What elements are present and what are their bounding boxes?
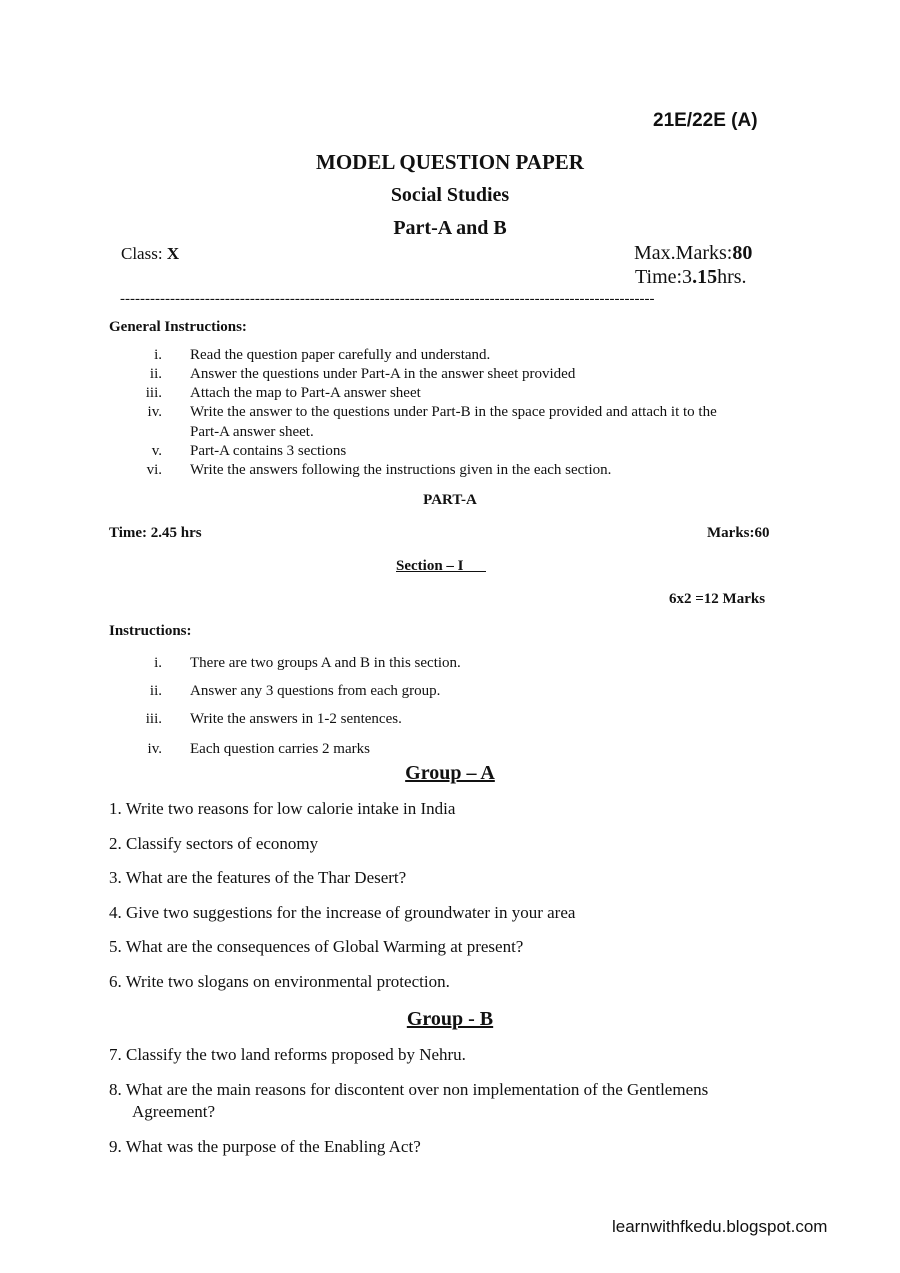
question-item: 4. Give two suggestions for the increase of groundwater in your area <box>109 903 576 922</box>
instructions-heading: Instructions: <box>109 623 192 639</box>
paper-code: 21E/22E (A) <box>653 110 758 131</box>
max-marks-value: 80 <box>732 242 753 264</box>
list-item: There are two groups A and B in this section. <box>190 655 461 671</box>
list-item: Attach the map to Part-A answer sheet <box>190 385 421 401</box>
list-item-number: ii. <box>149 683 162 699</box>
separator-line: ----------------------------------------------------------------------------------------------------------- <box>120 291 655 307</box>
class-value: X <box>166 244 180 263</box>
time-unit: hrs. <box>717 266 747 288</box>
list-item: Part-A contains 3 sections <box>190 443 347 459</box>
list-item-number: iv. <box>147 741 162 757</box>
list-item-number: vi. <box>146 462 162 478</box>
list-item-number: i. <box>154 347 162 363</box>
list-item-number: i. <box>154 655 162 671</box>
list-item-number: v. <box>151 443 162 459</box>
parts-title: Part-A and B <box>393 217 507 239</box>
question-item-continuation: Agreement? <box>132 1102 216 1121</box>
question-item: 7. Classify the two land reforms proposed by Nehru. <box>109 1045 466 1064</box>
subject-title: Social Studies <box>390 184 510 206</box>
section-title: Section – I <box>396 558 464 574</box>
question-item: 5. What are the consequences of Global Warming at present? <box>109 937 524 956</box>
list-item: Answer any 3 questions from each group. <box>190 683 441 699</box>
list-item-number: iii. <box>145 385 162 401</box>
question-item: 8. What are the main reasons for discontent over non implementation of the Gentlemens <box>109 1080 709 1099</box>
list-item-number: iv. <box>147 404 162 420</box>
question-item: 2. Classify sectors of economy <box>109 834 319 853</box>
watermark-url: learnwithfkedu.blogspot.com <box>612 1217 828 1236</box>
question-item: 6. Write two slogans on environmental protection. <box>109 972 450 991</box>
part-a-time: Time: 2.45 hrs <box>109 525 202 541</box>
time-value: .15 <box>692 266 718 288</box>
time-label: Time:3 <box>635 266 693 288</box>
list-item: Write the answers in 1-2 sentences. <box>190 711 402 727</box>
list-item: Answer the questions under Part-A in the answer sheet provided <box>190 366 576 382</box>
group-a-heading: Group – A <box>405 762 495 784</box>
paper-title: MODEL QUESTION PAPER <box>316 150 584 174</box>
question-item: 9. What was the purpose of the Enabling Act? <box>109 1137 421 1156</box>
section-heading <box>396 558 486 575</box>
max-marks-line <box>634 242 752 265</box>
list-item: Write the answer to the questions under Part-B in the space provided and attach it to the <box>190 404 717 420</box>
question-item: 1. Write two reasons for low calorie intake in India <box>109 799 456 818</box>
list-item-number: ii. <box>149 366 162 382</box>
list-item: Each question carries 2 marks <box>190 741 370 757</box>
list-item: Write the answers following the instructions given in the each section. <box>190 462 612 478</box>
general-instructions-heading: General Instructions: <box>109 319 247 335</box>
class-label: Class: <box>121 244 167 263</box>
question-item: 3. What are the features of the Thar Desert? <box>109 868 407 887</box>
list-item-number: iii. <box>145 711 162 727</box>
list-item: Read the question paper carefully and understand. <box>190 347 491 363</box>
list-item-continuation: Part-A answer sheet. <box>190 424 314 440</box>
class-line <box>121 244 179 264</box>
time-line <box>635 266 747 289</box>
part-a-marks: Marks:60 <box>707 525 770 541</box>
part-a-heading: PART-A <box>423 492 477 508</box>
max-marks-label: Max.Marks: <box>634 242 733 264</box>
section-marks: 6x2 =12 Marks <box>669 591 766 607</box>
group-b-heading: Group - B <box>406 1008 494 1030</box>
